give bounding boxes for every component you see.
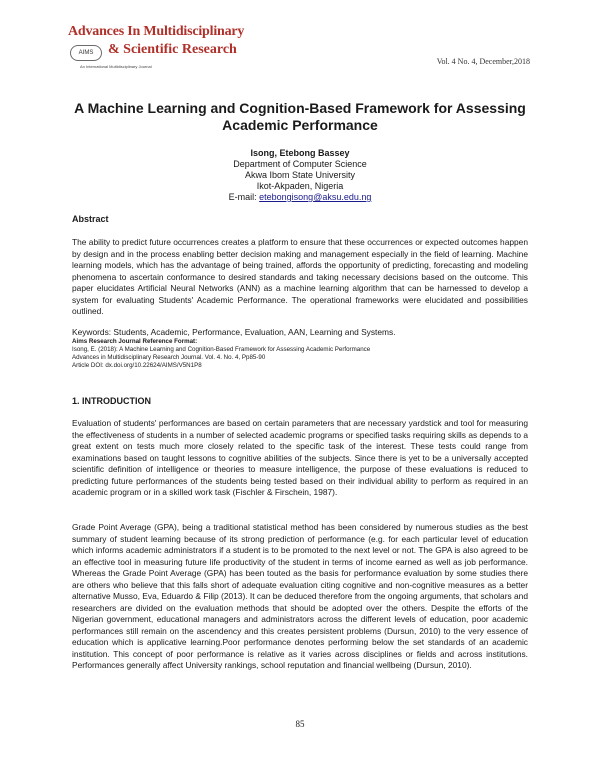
- keywords: Keywords: Students, Academic, Performance, Evaluation, AAN, Learning and Systems.: [72, 327, 396, 337]
- author-university: Akwa Ibom State University: [244, 170, 356, 180]
- reference-line2: Advances in Multidisciplinary Research Journal. Vol. 4. No. 4, Pp85-90: [72, 354, 266, 361]
- author-name: Isong, Etebong Bassey: [250, 148, 350, 158]
- intro-paragraph-1: Evaluation of students' performances are based on certain parameters that are necessary yardstick and tool for measuring the effectiveness of students in a number of selected academic programs or specified tasks requiring skills as depends to a great extent on tests much more closely related to the specific task of the interest. These tests could range from examinations based on taught lessons to cognitive abilities of the subjects. Since there is yet to be a universally accepted scientific definition of intelligence or theories to measure intelligence, the purpose of these evaluations is reduced to predicting future performances of the students being tested based on their individual ability to perform as required in an academic program or in a skilled work task (Fischler & Firschein, 1987).: [72, 418, 528, 497]
- section-heading-introduction: 1. INTRODUCTION: [72, 396, 152, 406]
- reference-line1: Isong, E. (2018): A Machine Learning and Cognition-Based Framework for Assessing Academic Performance: [72, 346, 371, 353]
- author-location: Ikot-Akpaden, Nigeria: [256, 181, 344, 191]
- reference-format: [72, 338, 532, 370]
- author-email-line: [150, 192, 450, 203]
- paper-title: A Machine Learning and Cognition-Based Framework for Assessing Academic Performance: [74, 100, 526, 133]
- logo-subtitle: An International Multidisciplinary Journal: [80, 64, 152, 69]
- email-label: E-mail:: [228, 192, 260, 202]
- aims-logo-mark: AIMS: [70, 45, 102, 61]
- abstract-heading: Abstract: [72, 214, 109, 224]
- intro-paragraph-2: Grade Point Average (GPA), being a traditional statistical method has been considered by numerous studies as the best summary of student learning because of its strong prediction of performance (e.g. for each particular level of education which informs academic administrators if a student is to be promoted to the next level or not. The GPA is also agreed to be an effective tool in measuring future life productivity of the student in terms of income earned as well as job performance. Whereas the Grade Point Average (GPA) has been touted as the basis for performance evaluation by some studies there are others who believe that this falls short of adequate evaluation citing cognitive and non-cognitive measures as a better alternative Musso, Eva, Eduardo & Filip (2013). It can be deduced therefore from the ongoing arguments, that scholars and researchers are divided on the evaluation methods that should be adopted over the others. Despite the efforts of the Nigerian government, educational managers and administrators across the different levels of education, poor academic performances still remain on the ascendency and this creates persistent problems (Dursun, 2010) to the very essence of education which is applicative learning.Poor performance denotes performing below the set standards of an academic institution. This concept of poor performance is relative as it varies across disciplines or fields and across institutions. Performances generally affect University rankings, school reputation and financial wellbeing (Dursun, 2010).: [72, 522, 528, 670]
- reference-doi: Article DOI: dx.doi.org/10.22624/AIMS/V5N1P8: [72, 362, 202, 369]
- logo-title-line1: Advances In Multidisciplinary: [68, 24, 245, 39]
- logo-title-line2: & Scientific Research: [108, 42, 237, 57]
- journal-logo: [68, 24, 245, 78]
- author-block: [150, 148, 450, 203]
- logo-row2: [70, 42, 240, 62]
- email-link[interactable]: etebongisong@aksu.edu.ng: [259, 192, 372, 202]
- reference-heading: Aims Research Journal Reference Format:: [72, 338, 198, 345]
- abstract-text: The ability to predict future occurrences creates a platform to ensure that these occurrences or expected outcomes happen by design and in the process enabling better decision making and management especially in the field of learning. Machine learning models, which has the advantage of being trained, affords the opportunity of predicting, forecasting and modeling phenomena to ascertain conformance to desired standards and taking necessary decisions based on the outcome. This paper elucidates Artificial Neural Networks (ANN) as a machine learning algorithm that can be harnessed to develop a system for evaluating Students' Academic Performance. The operational frameworks were elucidated and possibilities outlined.: [72, 237, 528, 316]
- page-number: 85: [295, 719, 305, 729]
- author-department: Department of Computer Science: [233, 159, 367, 169]
- volume-info: Vol. 4 No. 4, December,2018: [436, 57, 530, 66]
